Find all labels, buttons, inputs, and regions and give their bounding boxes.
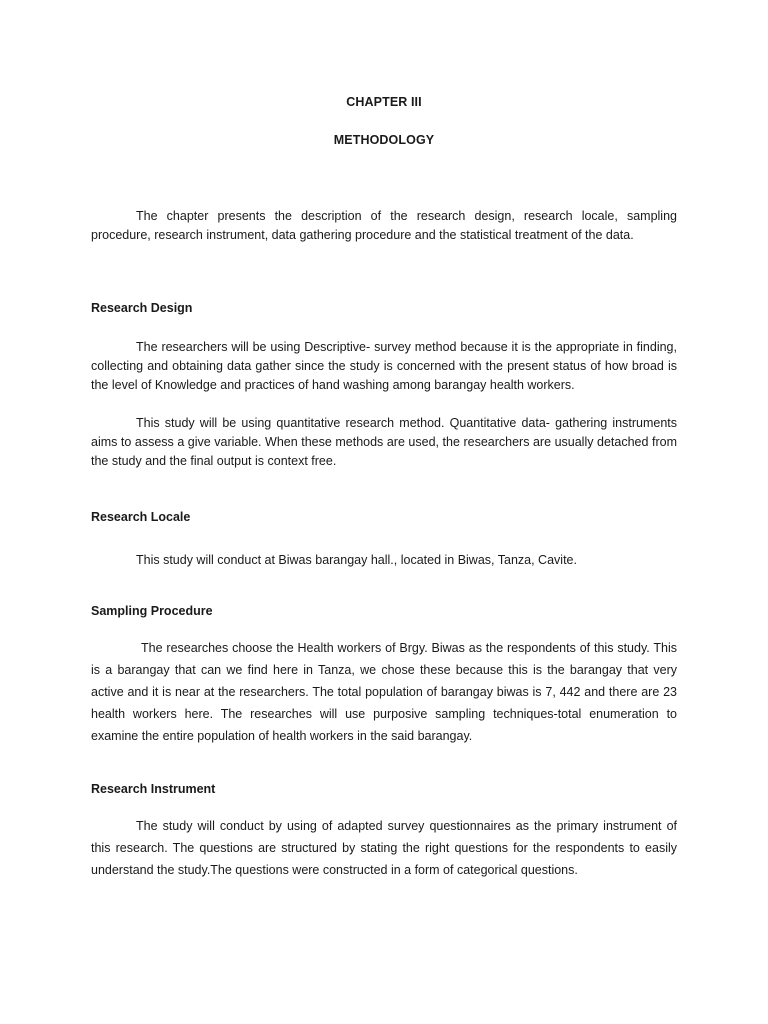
research-design-paragraph-2: This study will be using quantitative research method. Quantitative data- gathering instruments aims to assess a give variable. When these methods are used, the researchers are usually detached from the study and the final output is context free. (91, 416, 677, 468)
section-heading-research-design: Research Design (91, 301, 193, 315)
research-locale-paragraph: This study will conduct at Biwas barangay hall., located in Biwas, Tanza, Cavite. (136, 553, 577, 567)
chapter-label: CHAPTER III (346, 95, 422, 109)
research-instrument-paragraph: The study will conduct by using of adapted survey questionnaires as the primary instrument of this research. The questions are structured by stating the right questions for the respondents to easily understand the study.The questions were constructed in a form of categorical questions. (91, 819, 677, 877)
section-heading-research-instrument: Research Instrument (91, 782, 216, 796)
section-heading-research-locale: Research Locale (91, 510, 191, 524)
section-heading-sampling-procedure: Sampling Procedure (91, 604, 213, 618)
page-title: METHODOLOGY (333, 133, 435, 147)
intro-paragraph: The chapter presents the description of the research design, research locale, sampling procedure, research instrument, data gathering procedure and the statistical treatment of the data. (91, 209, 677, 242)
research-design-paragraph-1: The researchers will be using Descriptive- survey method because it is the appropriate in finding, collecting and obtaining data gather since the study is concerned with the present status of how broad is the level of Knowledge and practices of hand washing among barangay health workers. (91, 340, 677, 392)
sampling-procedure-paragraph: The researches choose the Health workers of Brgy. Biwas as the respondents of this study. This is a barangay that can we find here in Tanza, we chose these because this is the barangay that very active and it is near at the researchers. The total population of barangay biwas is 7, 442 and there are 23 health workers here. The researches will use purposive sampling techniques-total enumeration to examine the entire population of health workers in the said barangay. (91, 641, 677, 743)
